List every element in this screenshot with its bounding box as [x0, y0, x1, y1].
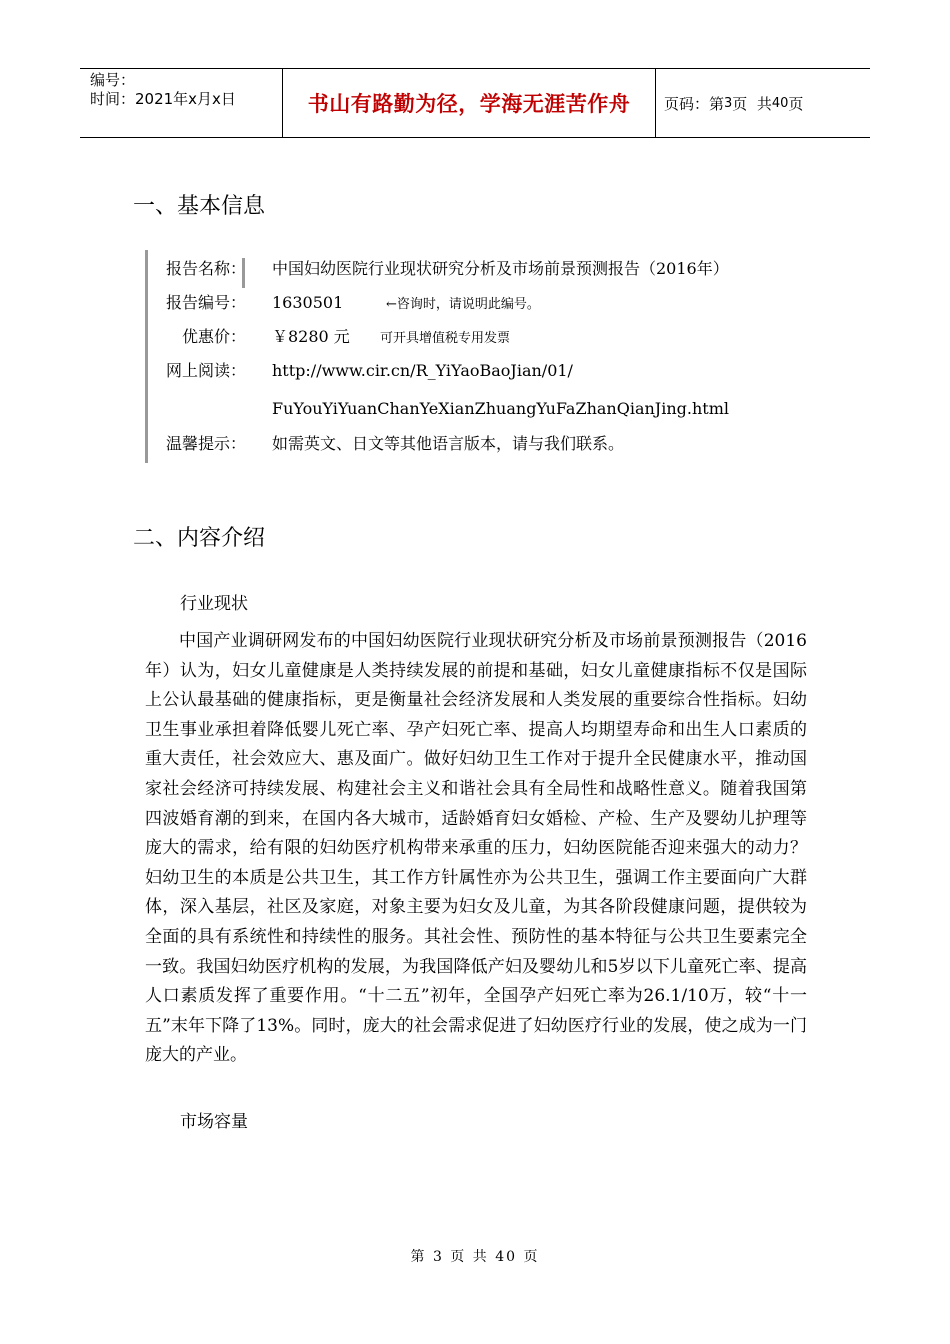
- header-meta: [80, 69, 282, 137]
- report-url-line1[interactable]: http://www.cir.cn/R_YiYaoBaoJian/01/: [272, 361, 573, 380]
- header-page-info: [656, 69, 870, 137]
- price-note: 可开具增值税专用发票: [380, 331, 511, 346]
- page-total: 40: [771, 95, 789, 111]
- page-suffix: 页: [788, 94, 804, 113]
- doc-time-label: 时间：2021年x月x日: [90, 90, 236, 108]
- report-name: 中国妇幼医院行业现状研究分析及市场前景预测报告（2016年）: [272, 259, 729, 278]
- info-label: 报告编号：: [166, 293, 247, 312]
- report-url-line2[interactable]: FuYouYiYuanChanYeXianZhuangYuFaZhanQianJing.html: [272, 399, 729, 418]
- info-block: [145, 250, 788, 463]
- page-footer: 第 3 页 共 40 页: [410, 1249, 540, 1265]
- code-note: ←咨询时，请说明此编号。: [386, 297, 540, 312]
- info-label: 报告名称：: [166, 259, 247, 278]
- section-basic-info-title: 一、基本信息: [133, 194, 266, 219]
- report-price: ￥8280 元: [272, 327, 350, 346]
- language-tip: 如需英文、日文等其他语言版本，请与我们联系。: [272, 434, 625, 453]
- industry-status-paragraph: 中国产业调研网发布的中国妇幼医院行业现状研究分析及市场前景预测报告（2016年）认为，妇女儿童健康是人类持续发展的前提和基础，妇女儿童健康指标不仅是国际上公认最基础的健康指标，更是衡量社会经济发展和人类发展的重要综合性指标。妇幼卫生事业承担着降低婴儿死亡率、孕产妇死亡率、提高人均期望寿命和出生人口素质的重大责任，社会效应大、惠及面广。做好妇幼卫生工作对于提升全民健康水平，推动国家社会经济可持续发展、构建社会主义和谐社会具有全局性和战略性意义。随着我国第四波婚育潮的到来，在国内各大城市，适龄婚育妇女婚检、产检、生产及婴幼儿护理等庞大的需求，给有限的妇幼医疗机构带来承重的压力，妇幼医院能否迎来强大的动力？妇幼卫生的本质是公共卫生，其工作方针属性亦为公共卫生，强调工作主要面向广大群体，深入基层，社区及家庭，对象主要为妇女及儿童，为其各阶段健康问题，提供较为全面的具有系统性和持续性的服务。其社会性、预防性的基本特征与公共卫生要素完全一致。我国妇幼医疗机构的发展，为我国降低产妇及婴幼儿和5岁以下儿童死亡率、提高人口素质发挥了重要作用。“十二五”初年，全国孕产妇死亡率为26.1/10万，较“十一五”末年下降了13%。同时，庞大的社会需求促进了妇幼医疗行业的发展，使之成为一门庞大的产业。: [145, 631, 807, 1066]
- info-label: 优惠价：: [182, 327, 247, 346]
- report-code: 1630501: [272, 293, 344, 312]
- section-content-title: 二、内容介绍: [133, 526, 266, 551]
- subheading-industry-status: 行业现状: [180, 594, 248, 614]
- page-label: 页码：第: [664, 94, 725, 113]
- page-current: 3: [724, 95, 733, 111]
- info-label: 温馨提示：: [166, 434, 247, 453]
- page-header: [80, 68, 870, 138]
- page-mid: 页 共: [732, 94, 772, 113]
- info-label: 网上阅读：: [166, 361, 247, 380]
- subheading-market-capacity: 市场容量: [180, 1112, 248, 1132]
- doc-number-label: 编号：: [90, 71, 136, 89]
- header-motto: 书山有路勤为径，学海无涯苦作舟: [282, 69, 656, 137]
